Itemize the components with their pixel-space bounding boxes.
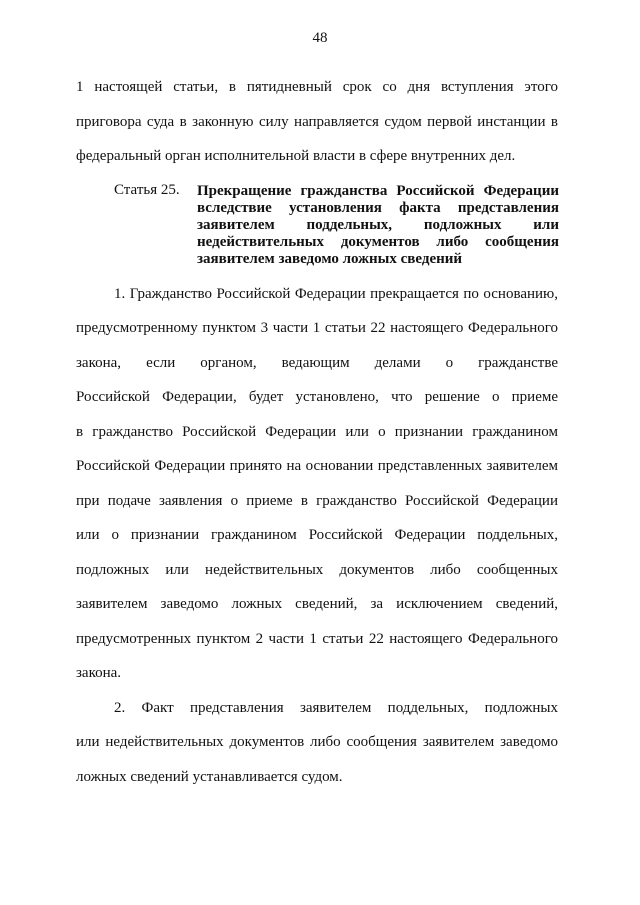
paragraph2-line-1: 2. Факт представления заявителем поддельных, подложных	[114, 700, 558, 716]
article-title-line-4: недействительных документов либо сообщения	[197, 234, 559, 250]
paragraph1-line-1: 1. Гражданство Российской Федерации прекращается по основанию,	[114, 286, 558, 302]
paragraph2-line-2: или недействительных документов либо сообщения заявителем заведомо	[76, 734, 558, 750]
paragraph2-line-3: ложных сведений устанавливается судом.	[76, 769, 343, 785]
page-number: 48	[312, 30, 328, 46]
article-title-line-2: вследствие установления факта представления	[197, 200, 559, 216]
paragraph1-line-10: заявителем заведомо ложных сведений, за исключением сведений,	[76, 596, 558, 612]
paragraph1-line-11: предусмотренных пунктом 2 части 1 статьи 22 настоящего Федерального	[76, 631, 558, 647]
article-title-line-3: заявителем поддельных, подложных или	[197, 217, 559, 233]
article-label: Статья 25.	[114, 182, 180, 198]
article-title-line-5: заявителем заведомо ложных сведений	[197, 251, 463, 267]
intro-line-3: федеральный орган исполнительной власти в сфере внутренних дел.	[76, 148, 516, 164]
paragraph1-line-6: Российской Федерации принято на основании представленных заявителем	[76, 458, 558, 474]
paragraph1-line-5: в гражданство Российской Федерации или о признании гражданином	[76, 424, 558, 440]
paragraph1-line-3: закона, если органом, ведающим делами о гражданстве	[76, 355, 558, 371]
paragraph1-line-9: подложных или недействительных документов либо сообщенных	[76, 562, 558, 578]
paragraph1-line-4: Российской Федерации, будет установлено, что решение о приеме	[76, 389, 558, 405]
paragraph1-line-7: при подаче заявления о приеме в гражданство Российской Федерации	[76, 493, 558, 509]
intro-line-2: приговора суда в законную силу направляется судом первой инстанции в	[76, 114, 558, 130]
paragraph1-line-12: закона.	[76, 665, 122, 681]
intro-line-1: 1 настоящей статьи, в пятидневный срок со дня вступления этого	[76, 79, 558, 95]
paragraph1-line-2: предусмотренному пунктом 3 части 1 статьи 22 настоящего Федерального	[76, 320, 558, 336]
article-title-line-1: Прекращение гражданства Российской Федерации	[197, 183, 559, 199]
paragraph1-line-8: или о признании гражданином Российской Федерации поддельных,	[76, 527, 558, 543]
